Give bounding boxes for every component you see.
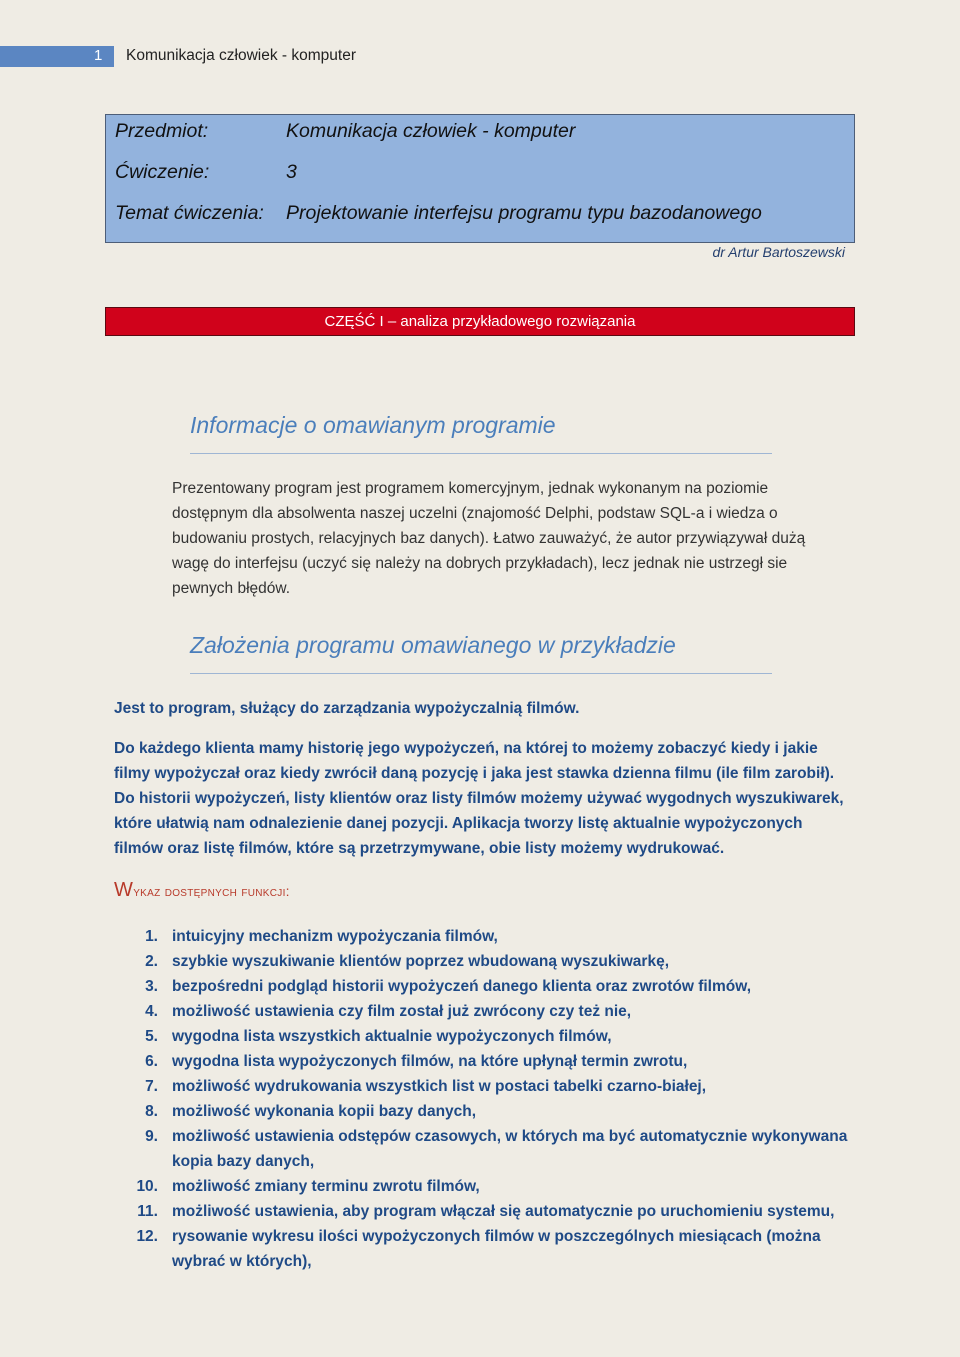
list-number: 5. <box>145 1028 158 1045</box>
list-item <box>114 949 854 974</box>
topic-value: Projektowanie interfejsu programu typu bazodanowego <box>286 202 762 224</box>
list-text: wygodna lista wypożyczonych filmów, na które upłynął termin zwrotu, <box>172 1053 688 1070</box>
author: dr Artur Bartoszewski <box>712 244 845 260</box>
info-paragraph: Prezentowany program jest programem komercyjnym, jednak wykonanym na poziomie dostępnym dla absolwenta naszej uczelni (znajomość Delphi, podstaw SQL-a i wiedza o budowaniu prostych, relacyjnych baz danych). Łatwo zauważyć, że autor przywiązywał dużą wagę do interfejsu (uczyć się należy na dobrych przykładach), lecz jednak nie ustrzegł sie pewnych błędów. <box>172 480 806 597</box>
list-text: możliwość wydrukowania wszystkich list w postaci tabelki czarno-białej, <box>172 1078 707 1095</box>
subject-label: Przedmiot: <box>115 120 209 142</box>
list-number: 11. <box>137 1203 158 1220</box>
list-number: 9. <box>145 1128 158 1145</box>
exercise-row <box>115 161 297 184</box>
section-heading-info: Informacje o omawianym programie <box>190 412 556 438</box>
list-item <box>114 1199 854 1224</box>
list-text: możliwość zmiany terminu zwrotu filmów, <box>172 1178 480 1195</box>
list-item <box>114 1174 854 1199</box>
heading-underline <box>190 453 772 454</box>
list-number: 8. <box>145 1103 158 1120</box>
list-text: wygodna lista wszystkich aktualnie wypożyczonych filmów, <box>172 1028 612 1045</box>
list-item <box>114 974 854 999</box>
list-number: 2. <box>145 953 158 970</box>
list-text: bezpośredni podgląd historii wypożyczeń danego klienta oraz zwrotów filmów, <box>172 978 752 995</box>
heading-underline <box>190 673 772 674</box>
exercise-label: Ćwiczenie: <box>115 161 210 183</box>
part-banner: CZĘŚĆ I – analiza przykładowego rozwiązania <box>105 307 855 336</box>
functions-list <box>114 924 854 1274</box>
list-text: możliwość wykonania kopii bazy danych, <box>172 1103 477 1120</box>
topic-row <box>115 202 762 225</box>
subject-box <box>105 114 855 243</box>
program-description: Do każdego klienta mamy historię jego wypożyczeń, na której to możemy zobaczyć kiedy i jakie filmy wypożyczał oraz kiedy zwrócił daną pozycję i jaka jest stawka dzienna filmu (ile film zarobił). Do historii wypożyczeń, listy klientów oraz listy filmów możemy używać wygodnych wyszukiwarek, które ułatwią nam odnalezienie danej pozycji. Aplikacja tworzy listę aktualnie wypożyczonych filmów oraz listę filmów, które są przetrzymywane, obie listy możemy wydrukować. <box>114 740 844 857</box>
list-item <box>114 999 854 1024</box>
list-number: 3. <box>145 978 158 995</box>
running-title: Komunikacja człowiek - komputer <box>126 47 357 64</box>
list-item <box>114 1074 854 1099</box>
page-number: 1 <box>94 47 103 64</box>
list-item <box>114 1024 854 1049</box>
list-item <box>114 1049 854 1074</box>
subject-value: Komunikacja człowiek - komputer <box>286 120 576 142</box>
list-text: możliwość ustawienia odstępów czasowych, w których ma być automatycznie wykonywana kopia bazy danych, <box>172 1128 848 1170</box>
list-number: 7. <box>145 1078 158 1095</box>
list-number: 10. <box>136 1178 158 1195</box>
list-text: rysowanie wykresu ilości wypożyczonych filmów w poszczególnych miesiącach (można wybrać w których), <box>172 1228 821 1270</box>
functions-heading-rest: ykaz dostępnych funkcji: <box>133 883 290 899</box>
list-text: intuicyjny mechanizm wypożyczania filmów, <box>172 928 498 945</box>
exercise-value: 3 <box>286 161 297 183</box>
list-number: 6. <box>145 1053 158 1070</box>
list-item <box>114 1124 854 1174</box>
functions-heading-initial: W <box>114 879 134 901</box>
subject-row <box>115 120 575 143</box>
list-number: 1. <box>145 928 158 945</box>
list-item <box>114 1224 854 1274</box>
list-item <box>114 924 854 949</box>
section-heading-assumptions: Założenia programu omawianego w przykładzie <box>190 632 676 658</box>
program-intro: Jest to program, służący do zarządzania wypożyczalnią filmów. <box>114 700 580 717</box>
list-text: możliwość ustawienia, aby program włączał się automatycznie po uruchomieniu systemu, <box>172 1203 835 1220</box>
topic-label: Temat ćwiczenia: <box>115 202 264 224</box>
list-text: możliwość ustawienia czy film został już zwrócony czy też nie, <box>172 1003 632 1020</box>
functions-heading <box>114 879 290 902</box>
list-text: szybkie wyszukiwanie klientów poprzez wbudowaną wyszukiwarkę, <box>172 953 670 970</box>
list-number: 12. <box>136 1228 158 1245</box>
list-number: 4. <box>145 1003 158 1020</box>
list-item <box>114 1099 854 1124</box>
